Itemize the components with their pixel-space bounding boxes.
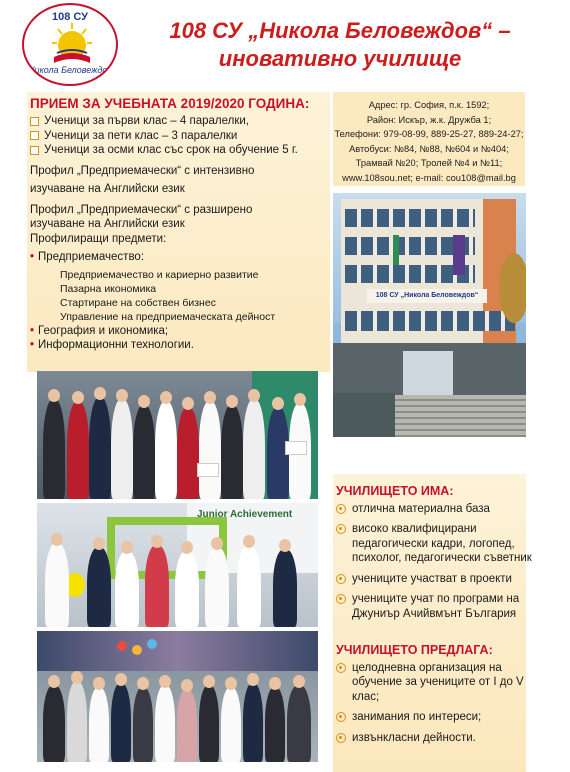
bullet-icon bbox=[336, 663, 346, 673]
bullet-icon bbox=[336, 574, 346, 584]
school-offers-section bbox=[336, 643, 532, 751]
school-logo bbox=[22, 3, 118, 86]
junior-banner-text: Junior Achievement bbox=[197, 509, 293, 520]
checkbox-icon bbox=[30, 131, 39, 140]
bullet-icon bbox=[336, 594, 346, 604]
admission-item: Ученици за първи клас – 4 паралелки, bbox=[30, 114, 330, 129]
contact-address: Адрес: гр. София, п.к. 1592; bbox=[368, 100, 490, 110]
school-building-photo bbox=[333, 193, 526, 437]
title-line-2: иновативно училище bbox=[218, 46, 462, 71]
school-offers-item: целодневна организация на обучение за учениците от I до V клас; bbox=[336, 661, 532, 705]
bullet-icon bbox=[336, 524, 346, 534]
school-offers-item: извънкласни дейности. bbox=[336, 731, 532, 746]
admission-section bbox=[30, 96, 330, 353]
students-group-photo bbox=[37, 371, 318, 499]
subject-it: • Информационни технологии. bbox=[30, 339, 194, 351]
subjects-label: Профилиращи предмети: bbox=[30, 232, 167, 245]
school-has-item: учениците учат по програми на Джуниър Ачийвмънт България bbox=[336, 592, 532, 621]
checkbox-icon bbox=[30, 117, 39, 126]
bullet-icon bbox=[336, 504, 346, 514]
school-has-item: високо квалифицирани педагогически кадри, логопед, психолог, педагогически съветник bbox=[336, 522, 532, 566]
entrepreneurship-subitems: Предприемачество и кариерно развитие Пазарна икономика Стартиране на собствен бизнес Управление на предприемаческата дейност bbox=[60, 268, 276, 323]
school-offers-item: занимания по интереси; bbox=[336, 710, 532, 725]
checkbox-icon bbox=[30, 146, 39, 155]
contact-web-email: www.108sou.net; e-mail: cou108@mail.bg bbox=[342, 172, 516, 183]
page-title bbox=[140, 17, 540, 73]
school-has-heading: УЧИЛИЩЕТО ИМА: bbox=[336, 484, 454, 498]
contact-phones: Телефони: 979-08-99, 889-25-27, 889-24-27; bbox=[334, 129, 524, 139]
school-has-item: учениците участват в проекти bbox=[336, 572, 532, 587]
profile-intensive: Профил „Предприемачески“ с интензивно изучаване на Английски език bbox=[30, 164, 255, 195]
logo-top-text: 108 СУ bbox=[51, 11, 89, 23]
bullet-icon bbox=[336, 733, 346, 743]
subject-entrepreneurship: • Предприемачество: bbox=[30, 251, 145, 263]
contact-tram: Трамвай №20; Тролей №4 и №11; bbox=[355, 158, 503, 168]
bullet-icon bbox=[336, 712, 346, 722]
admission-heading: ПРИЕМ ЗА УЧЕБНАТА 2019/2020 ГОДИНА: bbox=[30, 96, 310, 111]
admission-item: Ученици за пети клас – 3 паралелки bbox=[30, 129, 330, 144]
admission-item: Ученици за осми клас със срок на обучение 5 г. bbox=[30, 143, 330, 158]
school-has-item: отлична материална база bbox=[336, 502, 532, 517]
contact-district: Район: Искър, ж.к. Дружба 1; bbox=[366, 114, 492, 125]
logo-bottom-text: Никола Беловеждов bbox=[27, 65, 113, 75]
building-sign: 108 СУ „Никола Беловеждов“ bbox=[367, 289, 487, 303]
junior-achievement-photo bbox=[37, 503, 318, 627]
school-has-section bbox=[336, 484, 532, 627]
subject-geography: • География и икономика; bbox=[30, 324, 169, 337]
contact-buses: Автобуси: №84, №88, №604 и №404; bbox=[349, 143, 509, 154]
young-students-photo bbox=[37, 631, 318, 762]
title-line-1: 108 СУ „Никола Беловеждов“ – bbox=[169, 18, 511, 43]
contact-box bbox=[333, 92, 525, 186]
profile-extended: Профил „Предприемачески“ с разширено изучаване на Английски език bbox=[30, 203, 253, 230]
school-offers-heading: УЧИЛИЩЕТО ПРЕДЛАГА: bbox=[336, 643, 493, 657]
